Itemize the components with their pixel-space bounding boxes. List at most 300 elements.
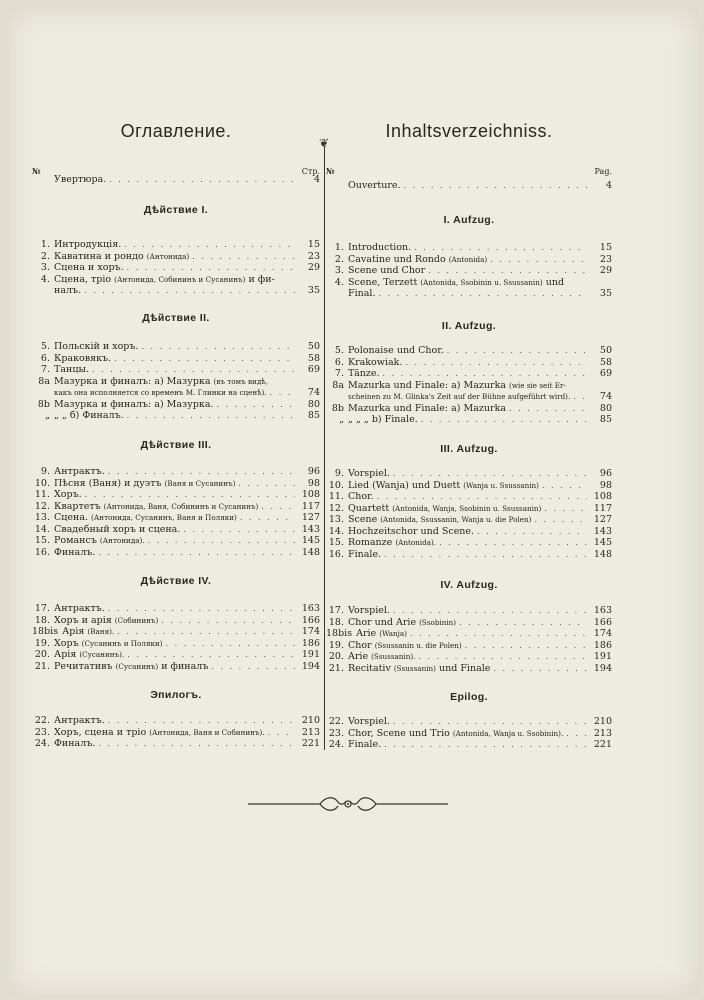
entry-number: 8b <box>37 398 50 410</box>
book-page <box>8 8 698 996</box>
entry-performers: (Antonida, Ssussanin, Wanja u. die Polen) <box>380 515 532 524</box>
entry-text: Краковякъ. <box>54 352 112 364</box>
dot-leader <box>98 738 295 750</box>
dot-leader <box>127 410 295 422</box>
page-number: 194 <box>301 660 320 672</box>
overture-entry[interactable] <box>326 180 612 192</box>
page-number: 23 <box>307 250 320 262</box>
dot-leader <box>439 537 587 549</box>
entry-number: 5. <box>334 345 344 356</box>
german-title: Inhaltsverzeichniss. <box>385 121 553 141</box>
dot-leader <box>447 345 587 357</box>
entry-text-continued: и финалъ <box>161 660 209 672</box>
entry-title <box>54 410 124 422</box>
page-number: 23 <box>599 253 612 265</box>
number-label: № <box>32 166 41 176</box>
entry-text: Cavatine und Rondo <box>348 253 446 265</box>
act-heading: Дѣйствие I. <box>143 204 209 216</box>
entry-number: 22. <box>34 715 50 726</box>
toc-entry[interactable] <box>326 368 612 380</box>
page-number: 85 <box>599 414 612 425</box>
page-number: 108 <box>593 491 612 502</box>
number-label: № <box>326 166 335 176</box>
entry-title <box>54 364 89 376</box>
act-heading: Эпилогъ. <box>150 689 202 701</box>
entry-title <box>54 727 265 739</box>
entry-text: Chor. <box>348 491 374 502</box>
entry-number: 7. <box>40 364 50 375</box>
dot-leader <box>92 364 295 376</box>
entry-text: Речитативъ <box>54 660 113 672</box>
dot-leader <box>490 254 587 266</box>
dot-leader <box>84 285 295 297</box>
entry-text: Arie <box>356 628 377 639</box>
entry-number: 4. <box>334 276 344 288</box>
toc-entry[interactable] <box>32 466 320 478</box>
toc-entry[interactable] <box>326 277 612 289</box>
entry-performers: (Ваня). <box>87 627 115 636</box>
page-number: 127 <box>593 514 612 525</box>
entry-title <box>356 628 407 640</box>
entry-number: 10. <box>328 479 344 491</box>
dot-leader <box>414 242 587 254</box>
page-number: 4 <box>313 174 320 185</box>
act-heading: III. Aufzug. <box>440 443 498 455</box>
page-number: 50 <box>307 341 320 352</box>
page-label: Pag. <box>594 167 612 176</box>
entry-text: Lied (Wanja) und Duett <box>348 479 461 491</box>
entry-title <box>54 738 95 750</box>
page-number: 108 <box>301 489 320 500</box>
entry-number: 9. <box>40 466 50 477</box>
act-heading: Дѣйствие III. <box>140 439 212 451</box>
toc-entry[interactable] <box>32 603 320 615</box>
page-number: 29 <box>599 265 612 276</box>
entry-number: 3. <box>334 265 344 276</box>
entry-number: 12. <box>34 500 50 512</box>
dot-leader <box>465 640 587 652</box>
entry-performers: (Antonida) <box>448 254 488 264</box>
entry-text: Romanze <box>348 537 393 548</box>
page-number: 191 <box>301 649 320 660</box>
continuation-text: Final. <box>348 288 376 299</box>
dot-leader <box>108 466 295 478</box>
entry-performers: (Ssobinin) <box>419 617 457 627</box>
entry-text: Chor <box>348 639 372 651</box>
entry-text: Arie <box>348 651 369 662</box>
entry-text: Scene und Chor <box>348 265 426 276</box>
entry-title <box>348 617 456 629</box>
dot-leader <box>573 391 587 403</box>
page-number: 117 <box>301 500 320 512</box>
dot-leader <box>393 605 587 617</box>
entry-text: Интродукція. <box>54 239 122 250</box>
act-heading: Epilog. <box>450 691 488 703</box>
entry-title <box>348 549 381 561</box>
toc-entry[interactable] <box>32 547 320 559</box>
dot-leader <box>114 353 295 365</box>
dot-leader <box>217 399 295 411</box>
toc-entry[interactable] <box>32 239 320 251</box>
entry-continuation <box>326 391 612 403</box>
entry-performers: (Wanja) <box>379 629 407 638</box>
entry-performers: (Сусанинъ и Поляки) <box>81 638 163 648</box>
entry-performers: (Antonida). <box>395 538 437 547</box>
dot-leader <box>261 501 295 513</box>
toc-entry[interactable] <box>326 503 612 515</box>
dot-leader <box>393 468 587 480</box>
page-number: 213 <box>301 726 320 738</box>
dot-leader <box>544 503 587 515</box>
entry-text: Chor und Arie <box>348 616 417 628</box>
entry-number: 10. <box>34 477 50 489</box>
page-number: 163 <box>593 605 612 616</box>
dot-leader <box>270 387 295 399</box>
page-number: 29 <box>307 262 320 273</box>
entry-text-continued: und <box>545 276 565 288</box>
entry-performers: (Antonida, Wanja u. Ssobinin). <box>452 728 564 738</box>
toc-entry[interactable] <box>32 364 320 376</box>
page-number: 80 <box>599 402 612 414</box>
dot-leader <box>410 628 587 640</box>
entry-text: Пѣсня (Ваня) и дуэтъ <box>54 477 162 489</box>
page-number: 35 <box>599 288 612 299</box>
entry-text: Vorspiel. <box>348 605 390 616</box>
toc-entry[interactable] <box>32 727 320 739</box>
entry-title <box>348 368 380 380</box>
entry-title <box>348 651 415 663</box>
toc-entry[interactable] <box>32 341 320 353</box>
toc-entry[interactable] <box>326 716 612 728</box>
toc-entry[interactable] <box>32 274 320 286</box>
entry-number: „ <box>339 414 344 425</box>
page-number: 186 <box>593 639 612 651</box>
divider-ornament-icon: ❦ <box>319 136 330 150</box>
entry-text: Хоръ и арія <box>54 614 112 626</box>
entry-performers: (Сусанинъ) <box>115 661 159 671</box>
entry-performers: (Антонида, Ваня и Собининъ). <box>149 727 265 737</box>
entry-title <box>54 715 105 727</box>
toc-entry[interactable] <box>326 357 612 369</box>
page-number: 80 <box>307 398 320 410</box>
entry-text: Chor, Scene und Trio <box>348 727 450 739</box>
dot-leader <box>98 547 295 559</box>
toc-entry[interactable] <box>32 251 320 263</box>
page-number: 58 <box>599 356 612 368</box>
page-number: 210 <box>301 715 320 726</box>
act-heading: II. Aufzug. <box>441 320 497 332</box>
entry-title <box>348 491 374 503</box>
toc-entry[interactable] <box>326 345 612 357</box>
entry-number: 5. <box>40 341 50 352</box>
toc-entry[interactable] <box>326 605 612 617</box>
toc-entry[interactable] <box>32 738 320 750</box>
entry-title <box>54 262 124 274</box>
toc-entry[interactable] <box>326 549 612 561</box>
entry-text-continued: und Finale <box>438 662 491 674</box>
toc-entry[interactable] <box>32 512 320 524</box>
toc-entry[interactable] <box>326 628 612 640</box>
entry-text: Арія <box>62 626 85 637</box>
entry-number: 18bis <box>32 626 59 637</box>
entry-number: 19. <box>328 639 344 651</box>
entry-text: Scene, Terzett <box>348 276 418 288</box>
entry-title <box>54 239 121 251</box>
entry-text: Польскій и хоръ. <box>54 341 139 352</box>
toc-entry[interactable] <box>326 663 612 675</box>
entry-number: 12. <box>328 502 344 514</box>
entry-title <box>348 414 418 426</box>
entry-performers: (Antonida, Ssobinin u. Ssussanin) <box>420 277 543 287</box>
entry-title <box>54 489 82 501</box>
page-number: 50 <box>599 345 612 356</box>
entry-text: Mazurka und Finale: a) Mazurka <box>348 379 506 391</box>
russian-title: Оглавление. <box>120 121 232 141</box>
dot-leader <box>166 638 295 650</box>
entry-text: Финалъ. <box>54 546 96 558</box>
dot-leader <box>477 526 587 538</box>
toc-entry[interactable] <box>326 739 612 751</box>
page-number: 15 <box>599 242 612 253</box>
entry-title <box>348 380 566 392</box>
toc-entry[interactable] <box>326 380 612 392</box>
entry-title <box>348 357 402 369</box>
toc-entry[interactable] <box>32 353 320 365</box>
page-number: 194 <box>593 662 612 674</box>
entry-text: Арія <box>54 649 77 660</box>
toc-entry[interactable] <box>326 651 612 663</box>
entry-title <box>348 480 539 492</box>
toc-entry[interactable] <box>326 403 612 415</box>
entry-number: 15. <box>328 537 344 548</box>
entry-text: Сцена и хоръ. <box>54 262 124 273</box>
entry-performers: (Ssussanin u. die Polen) <box>374 640 462 650</box>
entry-title <box>348 345 444 357</box>
act-heading: IV. Aufzug. <box>440 579 498 591</box>
entry-title <box>54 512 237 524</box>
entry-performers: (Антонида). <box>99 536 145 545</box>
toc-entry[interactable] <box>32 715 320 727</box>
dot-leader <box>127 649 295 661</box>
entry-number: 4. <box>40 273 50 285</box>
page-number: 148 <box>593 548 612 560</box>
entry-number: 8a <box>332 379 344 391</box>
entry-title <box>54 547 95 559</box>
toc-entry[interactable] <box>326 640 612 652</box>
entry-title <box>54 501 258 513</box>
continuation-text: scheinen zu M. Glinka's Zeit auf der Bühne aufgeführt wird). <box>348 392 571 401</box>
entry-text: Recitativ <box>348 662 391 674</box>
entry-number: 2. <box>334 253 344 265</box>
entry-number: 7. <box>334 368 344 379</box>
entry-title <box>348 514 531 526</box>
dot-leader <box>418 651 587 663</box>
page-number: 96 <box>307 466 320 477</box>
entry-number: 18. <box>34 614 50 626</box>
entry-number: 13. <box>328 514 344 525</box>
toc-entry[interactable] <box>326 468 612 480</box>
toc-entry[interactable] <box>32 262 320 274</box>
entry-text: Сцена, тріо <box>54 273 112 285</box>
entry-number: 21. <box>328 662 344 674</box>
toc-entry[interactable] <box>32 489 320 501</box>
dot-leader <box>393 716 587 728</box>
entry-number: 15. <box>34 535 50 546</box>
entry-number: 11. <box>328 491 344 502</box>
dot-leader <box>534 514 587 526</box>
entry-title <box>54 399 214 411</box>
entry-title <box>348 537 436 549</box>
page-number: 96 <box>599 468 612 479</box>
toc-entry[interactable] <box>326 254 612 266</box>
page-number: 148 <box>301 546 320 558</box>
entry-number: 20. <box>34 649 50 660</box>
page-number: 4 <box>605 180 612 191</box>
entry-performers: (Антонида, Сусанинъ, Ваня и Поляки) <box>91 513 237 522</box>
toc-entry[interactable] <box>326 242 612 254</box>
entry-number: 8b <box>331 402 344 414</box>
dot-leader <box>192 251 295 263</box>
entry-text: Polonaise und Chor. <box>348 345 444 356</box>
dot-leader <box>384 549 587 561</box>
entry-title <box>348 265 425 277</box>
toc-entry[interactable] <box>32 410 320 422</box>
toc-entry[interactable] <box>326 514 612 526</box>
toc-entry[interactable] <box>32 649 320 661</box>
entry-text: Krakowiak. <box>348 356 403 368</box>
entry-number: 16. <box>34 546 50 558</box>
dot-leader <box>421 414 587 426</box>
toc-entry[interactable] <box>326 617 612 629</box>
entry-text: Финалъ. <box>54 738 96 749</box>
entry-text: Mazurka und Finale: a) Mazurka <box>348 402 506 414</box>
entry-title <box>54 251 189 263</box>
entry-title <box>54 353 111 365</box>
page-number: 166 <box>301 614 320 626</box>
entry-performers: (въ томъ видѣ, <box>213 376 268 386</box>
entry-title <box>348 468 390 480</box>
entry-title <box>54 638 163 650</box>
overture-entry[interactable] <box>32 174 320 186</box>
toc-entry[interactable] <box>32 376 320 388</box>
dot-leader <box>238 478 295 490</box>
toc-entry[interactable] <box>32 615 320 627</box>
dot-leader <box>127 262 295 274</box>
continuation-text: налъ. <box>54 285 82 296</box>
dot-leader <box>377 491 587 503</box>
dot-leader <box>404 180 587 192</box>
entry-title <box>348 242 411 254</box>
toc-entry[interactable] <box>32 638 320 650</box>
entry-number: 22. <box>328 716 344 727</box>
entry-title <box>348 739 381 751</box>
toc-entry[interactable] <box>32 399 320 411</box>
toc-entry[interactable] <box>32 524 320 536</box>
page-number: 85 <box>307 410 320 421</box>
page-number: 98 <box>599 479 612 491</box>
entry-continuation <box>32 387 320 399</box>
dot-leader <box>124 239 295 251</box>
toc-entry[interactable] <box>32 661 320 673</box>
entry-title <box>54 661 208 673</box>
entry-title <box>348 526 474 538</box>
toc-entry[interactable] <box>32 501 320 513</box>
entry-number: 16. <box>328 548 344 560</box>
page-number: 174 <box>301 626 320 637</box>
toc-entry[interactable] <box>326 265 612 277</box>
entry-performers: (Antonida, Wanja, Ssobinin u. Ssussanin) <box>392 503 542 513</box>
dot-leader <box>493 663 587 675</box>
entry-number: 9. <box>334 468 344 479</box>
entry-number: 17. <box>328 605 344 616</box>
dot-leader <box>405 357 587 369</box>
entry-text: Антрактъ. <box>54 603 105 614</box>
page-number: 35 <box>307 285 320 296</box>
toc-entry[interactable] <box>326 526 612 538</box>
toc-entry[interactable] <box>32 478 320 490</box>
entry-title <box>348 254 487 266</box>
entry-number: 13. <box>34 512 50 523</box>
entry-number: 23. <box>328 727 344 739</box>
entry-number: 8a <box>38 375 50 387</box>
toc-entry[interactable] <box>326 728 612 740</box>
entry-number: 20. <box>328 651 344 662</box>
entry-number: 11. <box>34 489 50 500</box>
toc-entry[interactable] <box>32 626 320 638</box>
entry-continuation <box>32 285 320 297</box>
dot-leader <box>148 535 295 547</box>
entry-text: Мазурка и финалъ: а) Мазурка. <box>54 398 214 410</box>
entry-text: Finale. <box>348 739 382 750</box>
entry-number: 19. <box>34 637 50 649</box>
entry-number: 6. <box>334 356 344 368</box>
act-heading: Дѣйствие II. <box>142 312 210 324</box>
entry-text: Хоръ. <box>54 489 82 500</box>
entry-number: 1. <box>334 242 344 253</box>
entry-number: 14. <box>34 523 50 535</box>
page-number: 117 <box>593 502 612 514</box>
entry-title <box>348 640 462 652</box>
entry-text: Introduction. <box>348 242 412 253</box>
page-number: 69 <box>599 368 612 379</box>
entry-number: 24. <box>328 739 344 750</box>
dot-leader <box>108 603 295 615</box>
toc-entry[interactable] <box>326 480 612 492</box>
entry-text: Квартетъ <box>54 500 101 512</box>
entry-text-continued: и фи- <box>248 273 275 285</box>
toc-entry[interactable] <box>32 535 320 547</box>
entry-continuation <box>326 288 612 300</box>
toc-entry[interactable] <box>326 414 612 426</box>
entry-number: 17. <box>34 603 50 614</box>
dot-leader <box>542 480 587 492</box>
entry-title <box>54 466 105 478</box>
entry-text: Антрактъ. <box>54 715 105 726</box>
entry-performers: (Ssussanin). <box>371 652 416 661</box>
page-number: 145 <box>301 535 320 546</box>
toc-entry[interactable] <box>326 491 612 503</box>
entry-title <box>54 603 105 615</box>
entry-title <box>348 277 564 289</box>
toc-entry[interactable] <box>326 537 612 549</box>
entry-text: Tänze. <box>348 368 380 379</box>
entry-performers: (wie sie seit Er- <box>509 380 566 390</box>
page-number: 210 <box>593 716 612 727</box>
entry-number: 18bis <box>326 628 353 639</box>
entry-text: Хоръ, сцена и тріо <box>54 726 147 738</box>
entry-performers: (Wanja u. Ssussanin) <box>463 480 539 490</box>
entry-title <box>54 376 268 388</box>
